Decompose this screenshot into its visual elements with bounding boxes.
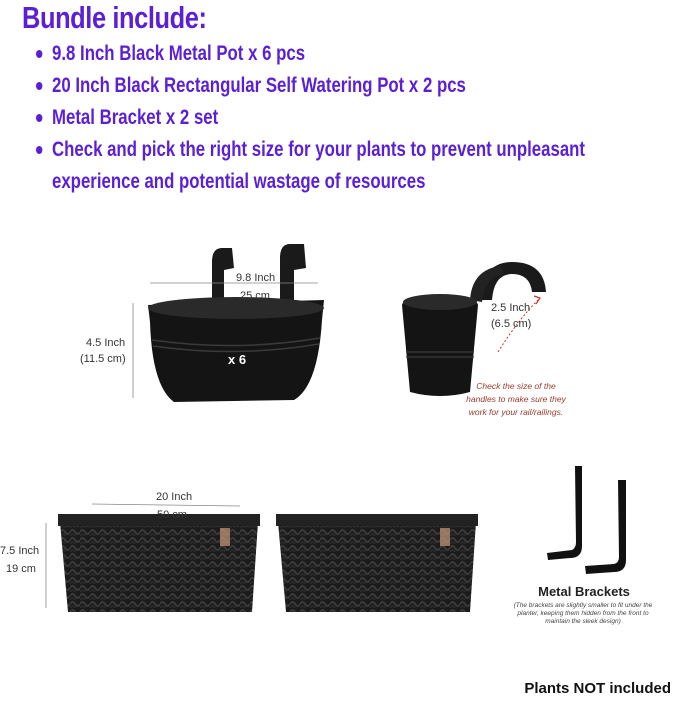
bundle-item: Metal Bracket x 2 set	[36, 102, 585, 134]
bullet-continuation: experience and potential wastage of resources	[52, 170, 426, 193]
planter-height-inch: 7.5 Inch	[0, 545, 40, 557]
brackets-note: (The brackets are slightly smaller to fit under the planter, keeping them hidden from the front to maintain the sleek design)	[513, 602, 653, 625]
handle-note: Check the size of the handles to make sure they work for your rail/railings.	[466, 381, 566, 417]
bundle-item: Check and pick the right size for your plants to prevent unpleasant experience and potential wastage of resources	[36, 134, 585, 198]
planter-height-cm: 19 cm	[6, 563, 36, 575]
planter-width-cm: 50 cm	[157, 509, 187, 521]
planter-width-line	[92, 504, 240, 506]
planter-right-image	[276, 514, 478, 612]
pot-height-inch: 4.5 Inch	[86, 337, 126, 349]
pot-width-cm: 25 cm	[240, 290, 270, 302]
bundle-item: 20 Inch Black Rectangular Self Watering Pot x 2 pcs	[36, 70, 585, 102]
handle-size-inch: 2.5 Inch	[491, 302, 531, 314]
planter-width-inch: 20 Inch	[156, 491, 193, 503]
handle-size-cm: (6.5 cm)	[491, 318, 532, 330]
brackets-title: Metal Brackets	[538, 584, 630, 599]
pot-width-inch: 9.8 Inch	[236, 272, 276, 284]
plants-not-included-label: Plants NOT included	[524, 680, 671, 697]
metal-brackets-image	[547, 466, 626, 574]
metal-pot-image	[148, 244, 324, 402]
planter-left-image	[58, 514, 260, 612]
pot-quantity-mark: x 6	[228, 352, 247, 367]
bundle-item: 9.8 Inch Black Metal Pot x 6 pcs	[36, 38, 585, 70]
pot-height-cm: (11.5 cm)	[80, 353, 126, 365]
bundle-title: Bundle include:	[22, 0, 207, 35]
